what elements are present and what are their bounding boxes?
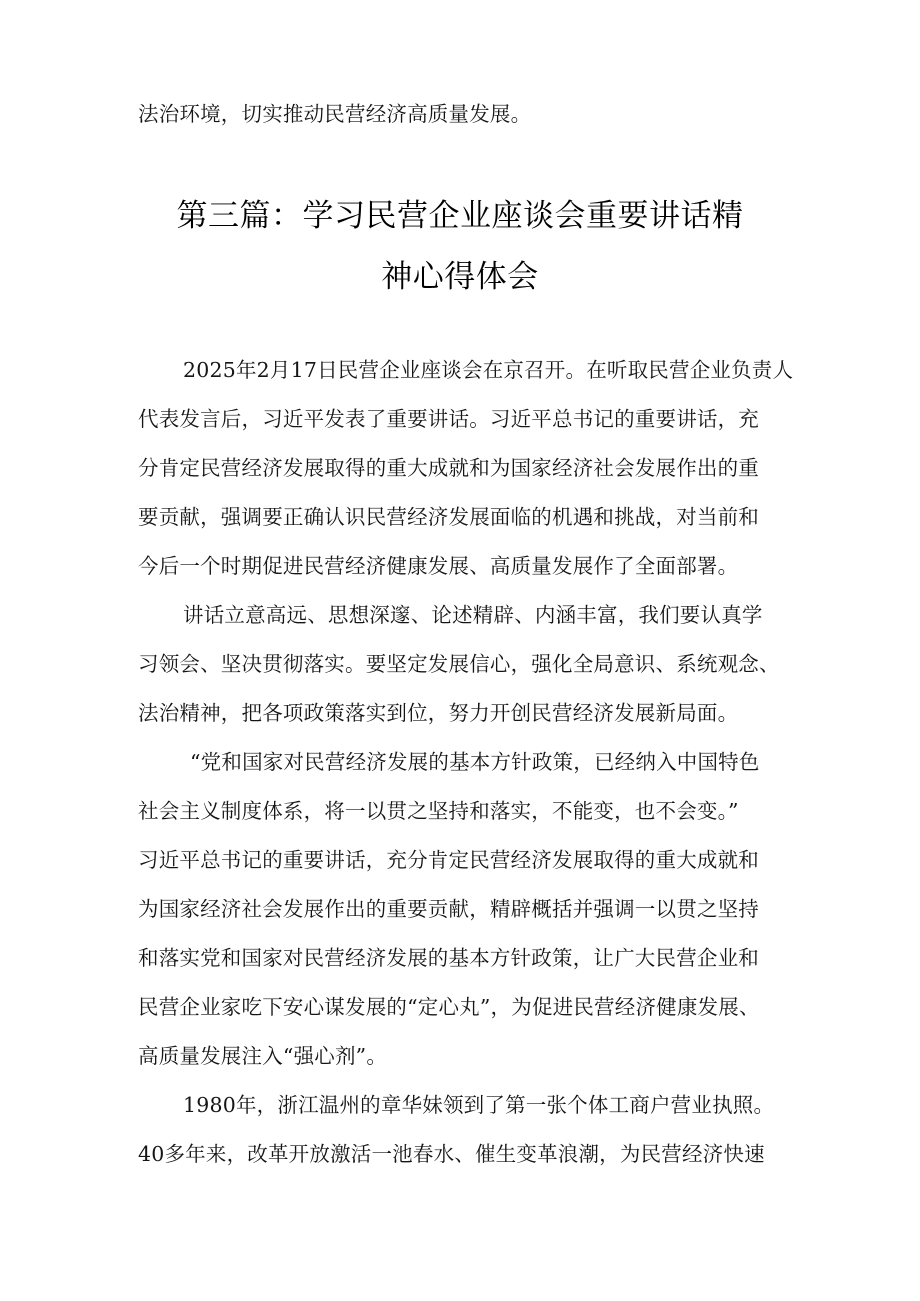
paragraph-line: 法治精神，把各项政策落实到位，努力开创民营经济发展新局面。 bbox=[138, 701, 739, 725]
paragraph-line: 40多年来，改革开放激活一池春水、催生变革浪潮，为民营经济快速 bbox=[138, 1142, 765, 1166]
paragraph-line: 习近平总书记的重要讲话，充分肯定民营经济发展取得的重大成就和 bbox=[138, 848, 759, 872]
paragraph-line: 习领会、坚决贯彻落实。要坚定发展信心，强化全局意识、系统观念、 bbox=[138, 652, 780, 676]
paragraph-line: “党和国家对民营经济发展的基本方针政策，已经纳入中国特色 bbox=[190, 750, 760, 774]
paragraph-line: 讲话立意高远、思想深邃、论述精辟、内涵丰富，我们要认真学 bbox=[183, 603, 763, 627]
paragraph-line: 和落实党和国家对民营经济发展的基本方针政策，让广大民营企业和 bbox=[138, 946, 759, 970]
paragraph-line: 为国家经济社会发展作出的重要贡献，精辟概括并强调一以贯之坚持 bbox=[138, 897, 759, 921]
paragraph-line: 民营企业家吃下安心谋发展的“定心丸”，为促进民营经济健康发展、 bbox=[138, 995, 760, 1019]
article-title-line-2: 神心得体会 bbox=[381, 259, 539, 295]
paragraph-line: 代表发言后，习近平发表了重要讲话。习近平总书记的重要讲话，充 bbox=[138, 407, 759, 431]
paragraph-line: 今后一个时期促进民营经济健康发展、高质量发展作了全面部署。 bbox=[138, 554, 739, 578]
paragraph-line: 要贡献，强调要正确认识民营经济发展面临的机遇和挑战，对当前和 bbox=[138, 505, 759, 529]
paragraph-line: 高质量发展注入“强心剂”。 bbox=[138, 1044, 388, 1068]
article-title-line-1: 第三篇：学习民营企业座谈会重要讲话精 bbox=[176, 198, 744, 234]
paragraph-line: 2025年2月17日民营企业座谈会在京召开。在听取民营企业负责人 bbox=[183, 358, 794, 382]
paragraph-line: 分肯定民营经济发展取得的重大成就和为国家经济社会发展作出的重 bbox=[138, 456, 759, 480]
paragraph-line: 社会主义制度体系，将一以贯之坚持和落实，不能变，也不会变。” bbox=[138, 799, 739, 823]
top-fragment-line: 法治环境，切实推动民营经济高质量发展。 bbox=[138, 102, 532, 126]
paragraph-line: 1980年，浙江温州的章华妹领到了第一张个体工商户营业执照。 bbox=[183, 1093, 775, 1117]
